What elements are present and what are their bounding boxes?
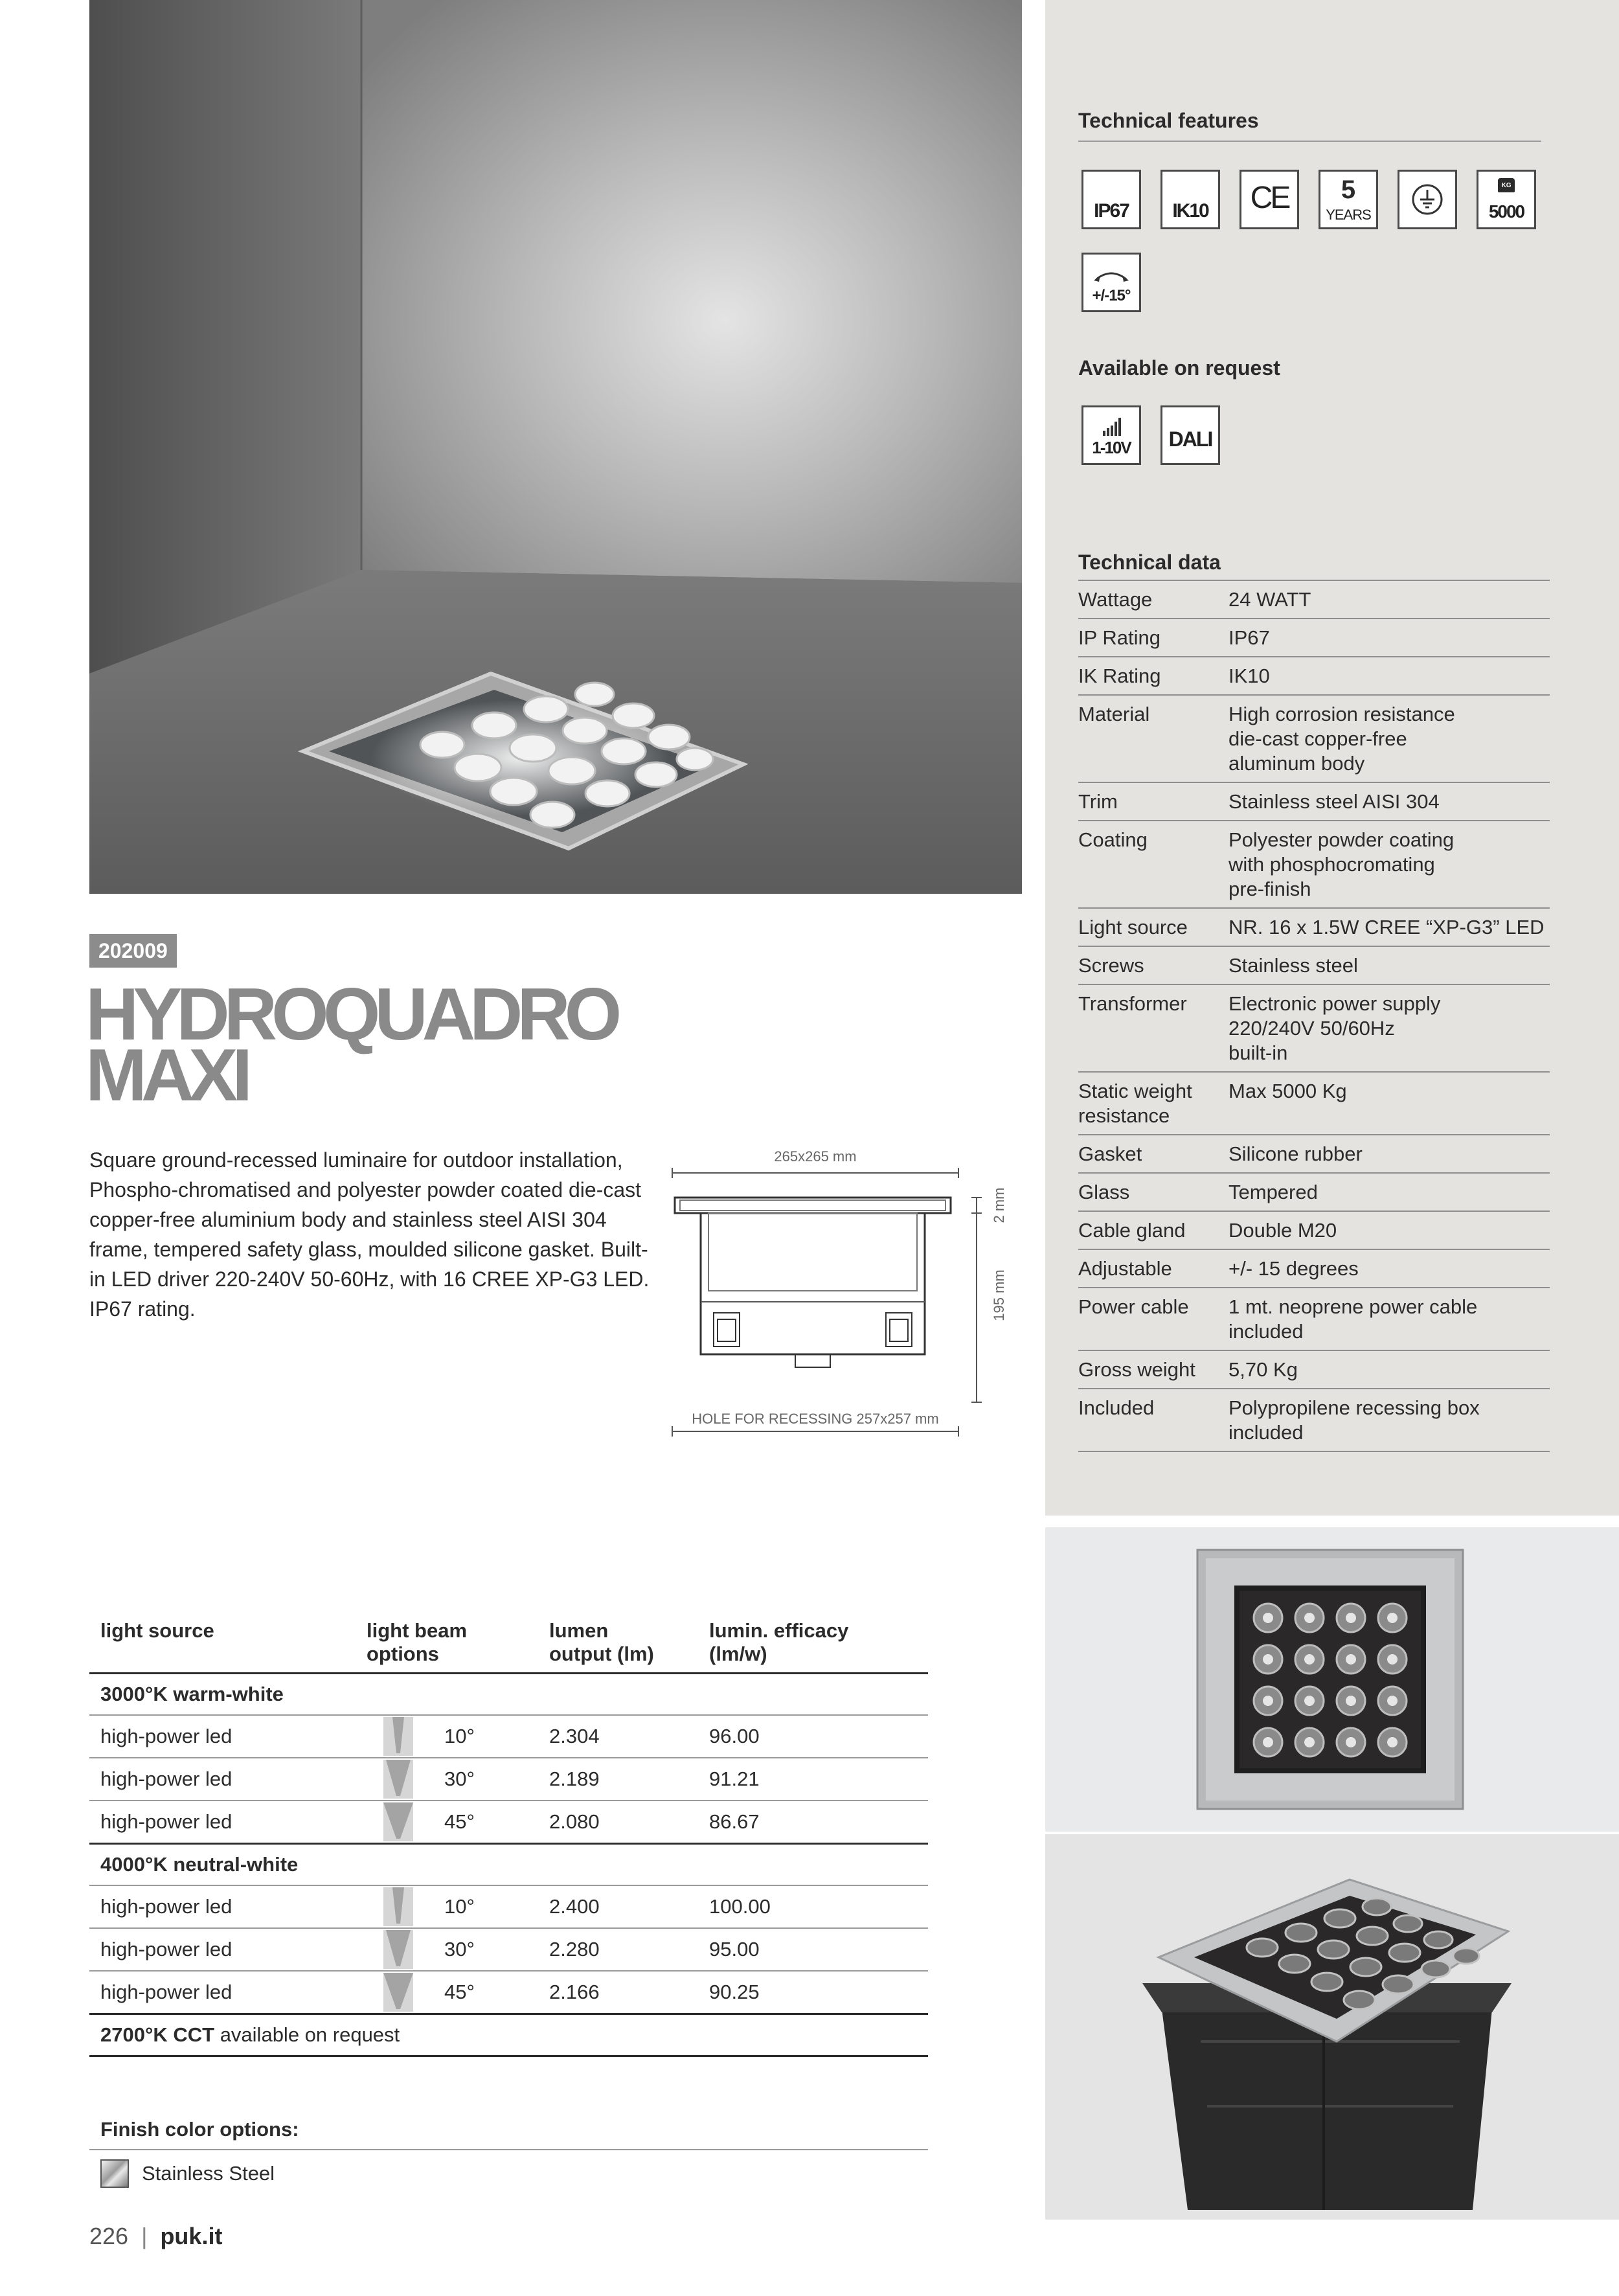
beam-45-icon [379, 1802, 417, 1841]
lip-dimension-label: 2 mm [991, 1187, 1007, 1223]
adjustable-tilt-icon: +/-15° [1081, 253, 1141, 312]
hole-dimension-label: HOLE FOR RECESSING 257x257 mm [692, 1411, 939, 1427]
cct-request-note: 2700°K CCT available on request [89, 2015, 928, 2057]
header-efficacy: lumin. efficacy (lm/w) [709, 1619, 849, 1665]
technical-drawing [667, 1143, 1036, 1467]
tech-row-screws: Screws Stainless steel [1078, 947, 1550, 985]
ground-earth-icon [1398, 170, 1457, 229]
dali-icon: DALI [1160, 405, 1220, 465]
product-code-badge: 202009 [89, 934, 177, 968]
header-light-source: light source [100, 1619, 214, 1642]
group-warm-white: 3000°K warm-white [89, 1674, 928, 1716]
table-row: high-power led 45° 2.166 90.25 [89, 1972, 928, 2015]
technical-features-title: Technical features [1078, 109, 1259, 132]
warranty-5-years-icon: 5 YEARS [1319, 170, 1378, 229]
beam-30-icon [379, 1760, 417, 1799]
finish-options [89, 2118, 928, 2188]
dimming-1-10v-icon: 1-10V [1081, 405, 1141, 465]
table-row: high-power led 45° 2.080 86.67 [89, 1801, 928, 1845]
tech-row-glass: Glass Tempered [1078, 1174, 1550, 1212]
tech-row-coating: Coating Polyester powder coating with phosphocromating pre-finish [1078, 821, 1550, 909]
tech-row-cable-gland: Cable gland Double M20 [1078, 1212, 1550, 1250]
tech-row-gross-weight: Gross weight 5,70 Kg [1078, 1351, 1550, 1389]
product-title [85, 973, 617, 1117]
light-table-header [89, 1619, 928, 1674]
tech-row-ip-rating: IP Rating IP67 [1078, 619, 1550, 657]
available-on-request-title: Available on request [1078, 356, 1280, 380]
beam-45-icon [379, 1973, 417, 2012]
tech-row-ik-rating: IK Rating IK10 [1078, 657, 1550, 696]
hero-product-photo [89, 0, 1022, 894]
tech-row-light-source: Light source NR. 16 x 1.5W CREE “XP-G3” LED [1078, 909, 1550, 947]
footer-separator: | [141, 2223, 148, 2249]
table-row: high-power led 10° 2.400 100.00 [89, 1886, 928, 1929]
tech-row-power-cable: Power cable 1 mt. neoprene power cable included [1078, 1288, 1550, 1351]
tech-row-wattage: Wattage 24 WATT [1078, 581, 1550, 619]
technical-data-table [1078, 551, 1550, 1452]
tech-row-trim: Trim Stainless steel AISI 304 [1078, 783, 1550, 821]
table-row: high-power led 30° 2.280 95.00 [89, 1929, 928, 1972]
ik10-icon: IK10 [1160, 170, 1220, 229]
group-neutral-white: 4000°K neutral-white [89, 1845, 928, 1886]
footer-site-link[interactable]: puk.it [160, 2223, 223, 2249]
product-title-line1: HYDROQUADRO [85, 973, 617, 1056]
finish-title: Finish color options: [89, 2118, 928, 2150]
beam-10-icon [379, 1887, 417, 1926]
stainless-swatch-icon [100, 2159, 129, 2188]
tech-row-material: Material High corrosion resistance die-cast copper-free aluminum body [1078, 696, 1550, 783]
beam-10-icon [379, 1717, 417, 1756]
depth-dimension-label: 195 mm [991, 1269, 1007, 1321]
weight-5000-kg-icon: KG 5000 [1477, 170, 1536, 229]
tech-row-transformer: Transformer Electronic power supply 220/240V 50/60Hz built-in [1078, 985, 1550, 1073]
table-row: high-power led 30° 2.189 91.21 [89, 1758, 928, 1801]
beam-30-icon [379, 1930, 417, 1969]
light-output-table [89, 1619, 928, 2057]
table-row: high-power led 10° 2.304 96.00 [89, 1716, 928, 1758]
product-with-box-photo [1045, 1834, 1619, 2220]
tech-row-adjustable: Adjustable +/- 15 degrees [1078, 1250, 1550, 1288]
product-title-line2: MAXI [85, 1034, 247, 1117]
tech-row-gasket: Gasket Silicone rubber [1078, 1135, 1550, 1174]
ip67-icon: IP67 [1081, 170, 1141, 229]
technical-data-title: Technical data [1078, 551, 1550, 581]
header-light-beam: light beam options [367, 1619, 468, 1665]
page-number: 226 [89, 2223, 129, 2249]
width-dimension-label: 265x265 mm [774, 1148, 857, 1165]
tech-row-included: Included Polypropilene recessing box included [1078, 1389, 1550, 1452]
tech-row-static-weight: Static weight resistance Max 5000 Kg [1078, 1073, 1550, 1135]
header-lumen-output: lumen output (lm) [549, 1619, 654, 1665]
technical-features-divider [1078, 141, 1541, 142]
hero-scene [89, 0, 1022, 894]
finish-option-stainless [89, 2159, 928, 2188]
finish-option-label: Stainless Steel [142, 2162, 275, 2185]
ce-mark-icon: CE [1240, 170, 1299, 229]
product-top-view-photo [1045, 1527, 1619, 1832]
page-footer [89, 2223, 222, 2250]
product-description: Square ground-recessed luminaire for outdoor installation, Phospho-chromatised and polyester powder coated die-cast copper-free aluminium body and stainless steel AISI 304 frame, tempered safety glass, moulded silicone gasket. Built-in LED driver 220-240V 50-60Hz, with 16 CREE XP-G3 LED. IP67 rating. [89, 1148, 650, 1321]
